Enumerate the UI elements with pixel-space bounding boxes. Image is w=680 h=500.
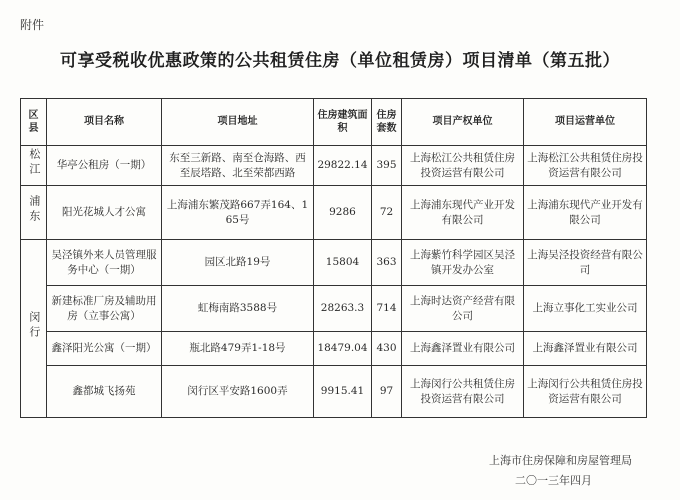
- area-cell: 9915.41: [314, 366, 372, 418]
- region-cell: 松江: [21, 146, 47, 186]
- units-cell: 97: [372, 366, 402, 418]
- address-cell: 瓶北路479弄1-18号: [162, 332, 314, 366]
- region-cell: 浦东: [21, 186, 47, 240]
- owner-cell: 上海闵行公共租赁住房投资运营有限公司: [402, 366, 524, 418]
- name-cell: 华亭公租房（一期）: [47, 146, 162, 186]
- operator-cell: 上海立事化工实业公司: [524, 286, 647, 332]
- address-cell: 园区北路19号: [162, 240, 314, 286]
- owner-cell: 上海鑫泽置业有限公司: [402, 332, 524, 366]
- units-cell: 714: [372, 286, 402, 332]
- document-title: 可享受税收优惠政策的公共租赁住房（单位租赁房）项目清单（第五批）: [60, 51, 620, 71]
- address-cell: 上海浦东繁茂路667弄164、165号: [162, 186, 314, 240]
- units-cell: 72: [372, 186, 402, 240]
- issue-date: 二〇一三年四月: [515, 474, 592, 487]
- header-units: 住房套数: [372, 99, 402, 146]
- units-cell: 363: [372, 240, 402, 286]
- header-owner: 项目产权单位: [402, 99, 524, 146]
- header-area: 住房建筑面积: [314, 99, 372, 146]
- table-row: [21, 146, 647, 186]
- address-cell: 虹梅南路3588号: [162, 286, 314, 332]
- operator-cell: 上海浦东现代产业开发有限公司: [524, 186, 647, 240]
- table-row: [21, 186, 647, 240]
- attachment-label: 附件: [20, 18, 45, 32]
- owner-cell: 上海浦东现代产业开发有限公司: [402, 186, 524, 240]
- header-address: 项目地址: [162, 99, 314, 146]
- operator-cell: 上海鑫泽置业有限公司: [524, 332, 647, 366]
- units-cell: 430: [372, 332, 402, 366]
- region-cell: 闵行: [21, 240, 47, 418]
- table-row: [21, 366, 647, 418]
- name-cell: 鑫泽阳光公寓（一期）: [47, 332, 162, 366]
- name-cell: 阳光花城人才公寓: [47, 186, 162, 240]
- area-cell: 18479.04: [314, 332, 372, 366]
- area-cell: 9286: [314, 186, 372, 240]
- operator-cell: 上海吴泾投资经营有限公司: [524, 240, 647, 286]
- area-cell: 28263.3: [314, 286, 372, 332]
- table-row: [21, 240, 647, 286]
- header-region: 区县: [21, 99, 47, 146]
- owner-cell: 上海时达资产经营有限公司: [402, 286, 524, 332]
- header-name: 项目名称: [47, 99, 162, 146]
- issuer-name: 上海市住房保障和房屋管理局: [489, 454, 632, 467]
- operator-cell: 上海松江公共租赁住房投资运营有限公司: [524, 146, 647, 186]
- table-row: [21, 332, 647, 366]
- address-cell: 闵行区平安路1600弄: [162, 366, 314, 418]
- units-cell: 395: [372, 146, 402, 186]
- address-cell: 东至三新路、南至仓海路、西至辰塔路、北至荣都西路: [162, 146, 314, 186]
- project-table: [20, 98, 647, 418]
- owner-cell: 上海紫竹科学园区吴泾镇开发办公室: [402, 240, 524, 286]
- area-cell: 29822.14: [314, 146, 372, 186]
- owner-cell: 上海松江公共租赁住房投资运营有限公司: [402, 146, 524, 186]
- name-cell: 吴泾镇外来人员管理服务中心（一期）: [47, 240, 162, 286]
- operator-cell: 上海闵行公共租赁住房投资运营有限公司: [524, 366, 647, 418]
- name-cell: 鑫都城飞扬苑: [47, 366, 162, 418]
- table-header-row: [21, 99, 647, 146]
- name-cell: 新建标准厂房及辅助用房（立事公寓）: [47, 286, 162, 332]
- header-operator: 项目运营单位: [524, 99, 647, 146]
- area-cell: 15804: [314, 240, 372, 286]
- table-row: [21, 286, 647, 332]
